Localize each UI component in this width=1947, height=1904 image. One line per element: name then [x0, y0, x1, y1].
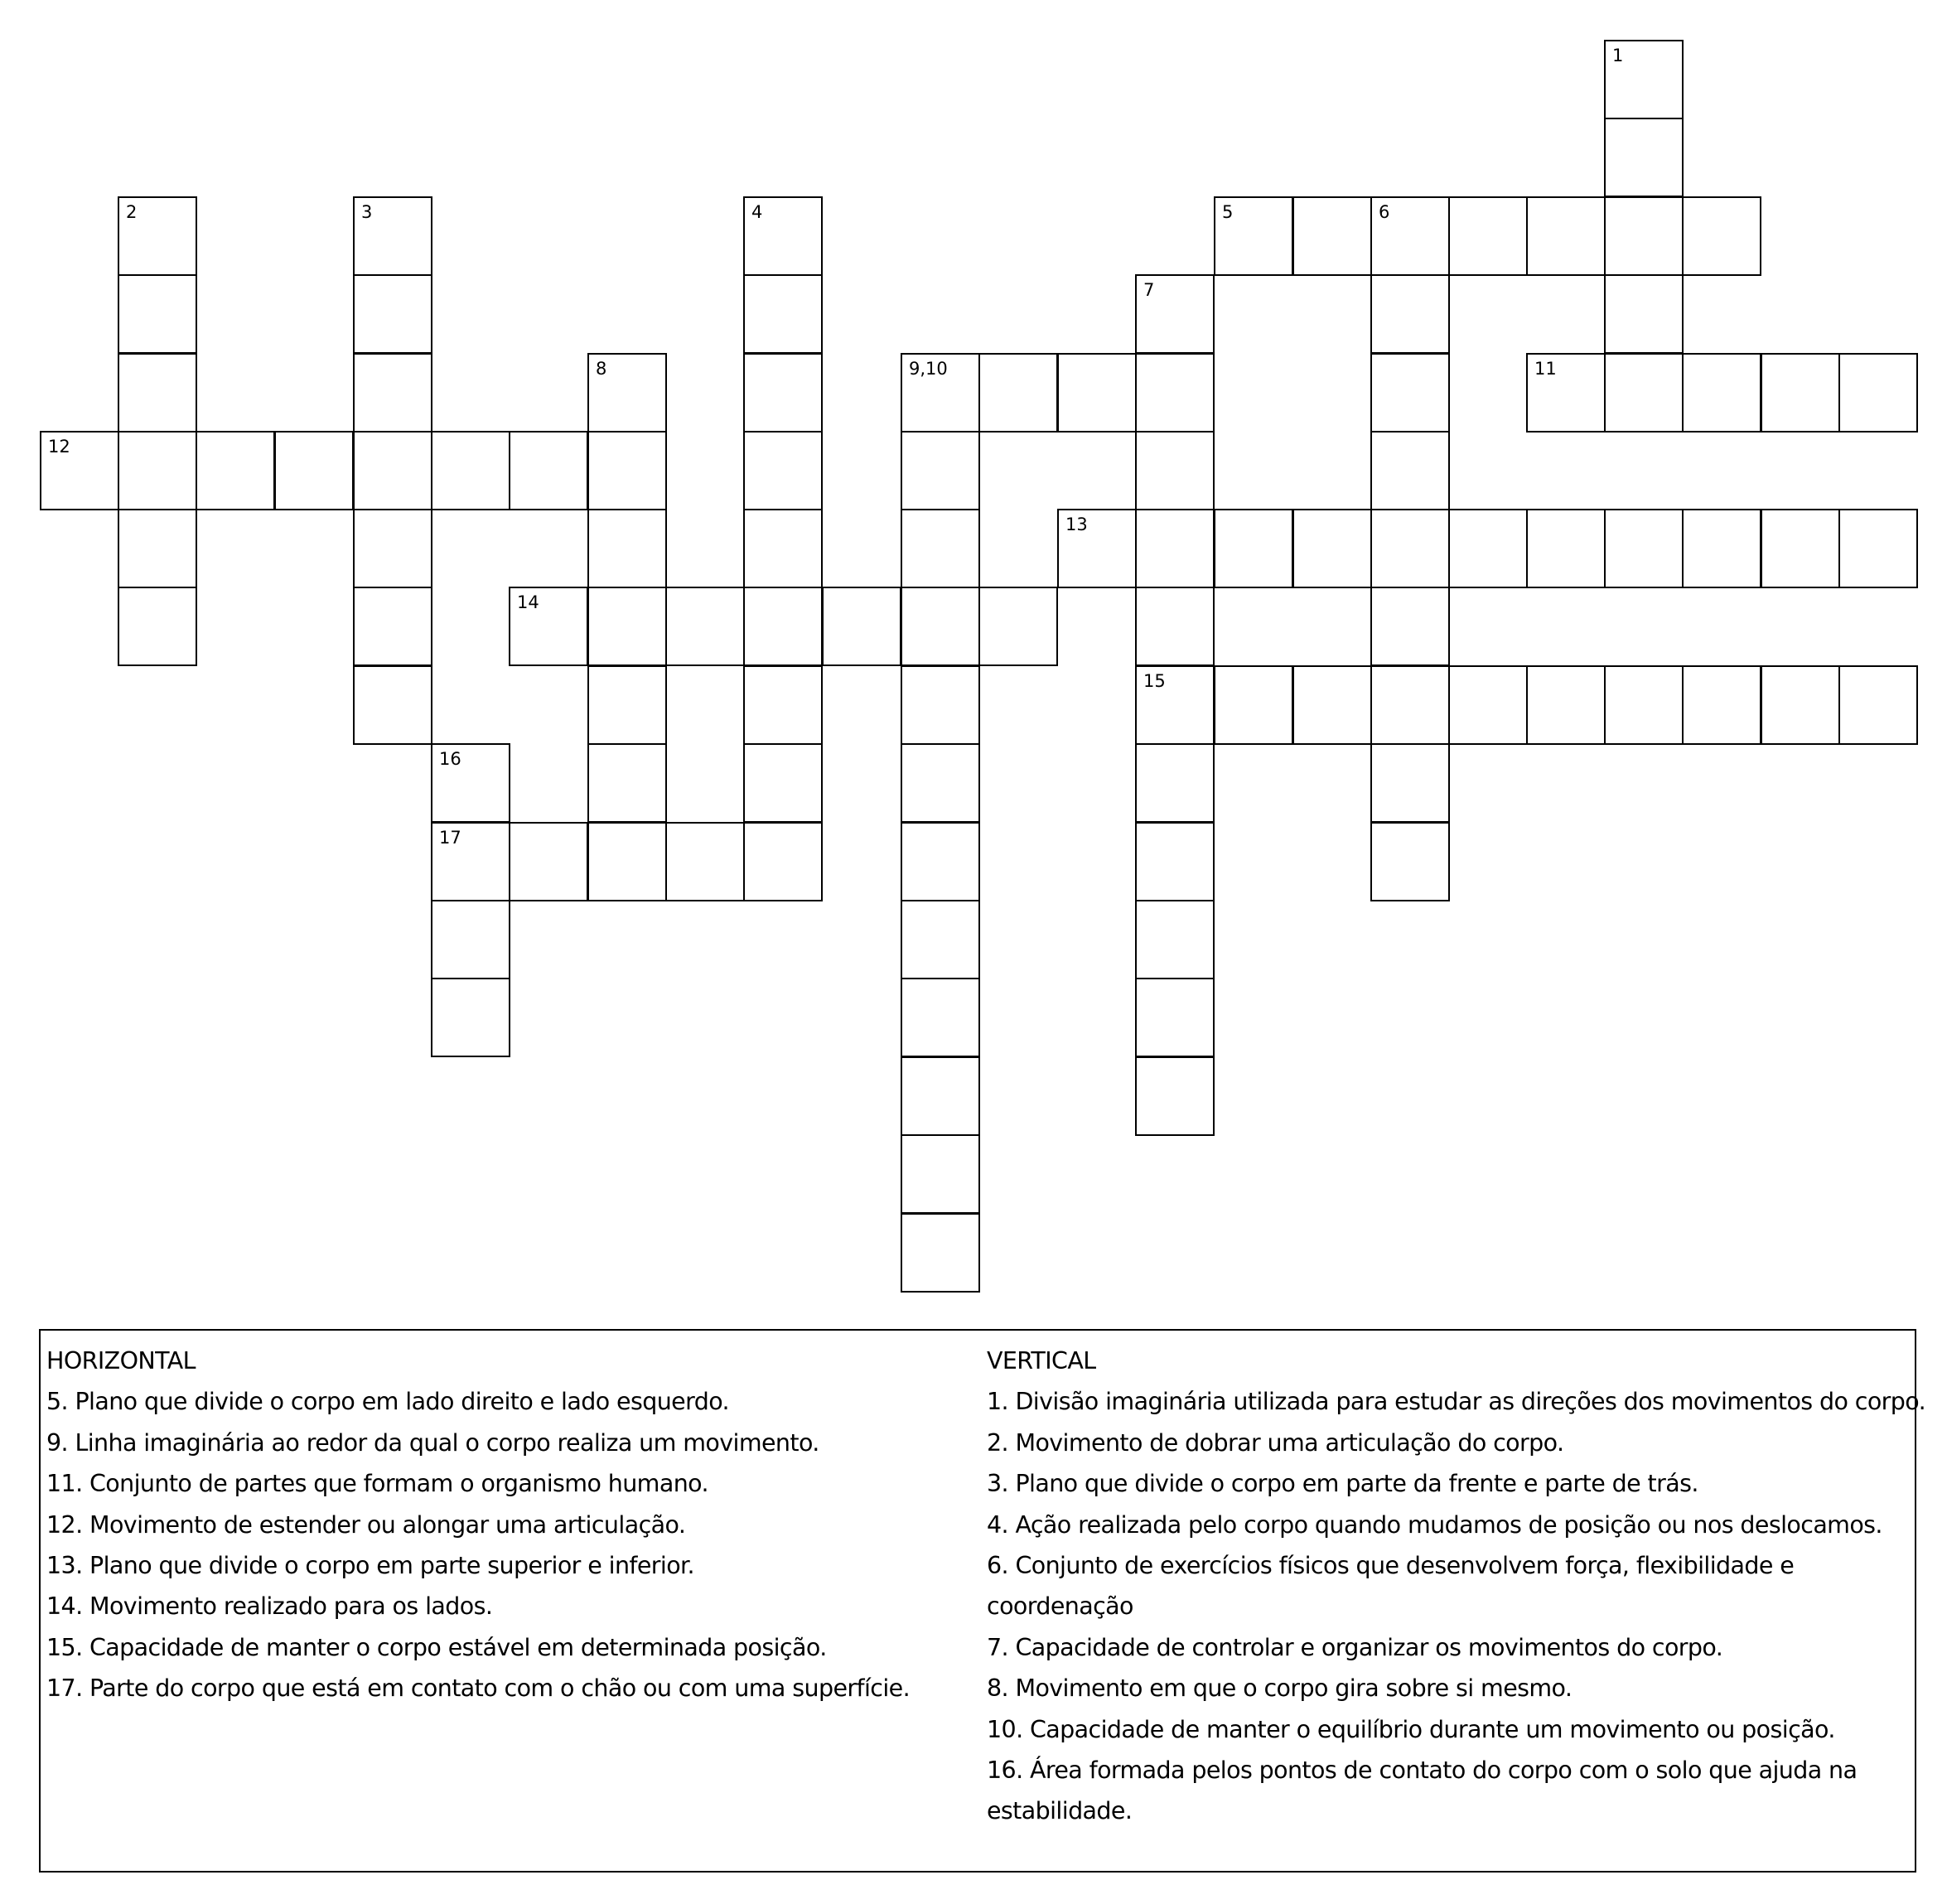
grid-cell[interactable]	[587, 509, 667, 588]
clue-h-5: 5. Plano que divide o corpo em lado direito e lado esquerdo.	[46, 1388, 729, 1416]
grid-cell-numbered[interactable]	[509, 587, 588, 666]
vertical-heading: VERTICAL	[987, 1347, 1096, 1375]
grid-cell[interactable]	[1838, 665, 1918, 745]
grid-cell[interactable]	[901, 822, 980, 901]
clue-v-10: 10. Capacidade de manter o equilíbrio durante um movimento ou posição.	[987, 1715, 1835, 1743]
clue-v-16-continued: estabilidade.	[987, 1797, 1133, 1825]
grid-cell[interactable]	[196, 431, 275, 510]
clue-v-4: 4. Ação realizada pelo corpo quando mudamos de posição ou nos deslocamos.	[987, 1510, 1882, 1539]
clue-v-7: 7. Capacidade de controlar e organizar os movimentos do corpo.	[987, 1633, 1723, 1661]
grid-cell[interactable]	[274, 431, 354, 510]
grid-cell[interactable]	[743, 822, 823, 901]
grid-cell[interactable]	[1370, 822, 1450, 901]
grid-cell[interactable]	[1370, 274, 1450, 354]
grid-cell[interactable]	[978, 587, 1058, 666]
grid-cell[interactable]	[353, 509, 432, 588]
grid-cell-numbered[interactable]	[40, 431, 119, 510]
grid-cell[interactable]	[743, 509, 823, 588]
clue-number: 9,10	[909, 359, 948, 379]
grid-cell[interactable]	[822, 587, 901, 666]
grid-cell[interactable]	[743, 743, 823, 823]
grid-cell[interactable]	[978, 353, 1058, 433]
grid-cell[interactable]	[353, 587, 432, 666]
grid-cell[interactable]	[665, 822, 745, 901]
grid-cell[interactable]	[1135, 978, 1215, 1057]
clues-box	[39, 1329, 1926, 1873]
grid-cell-numbered[interactable]	[743, 196, 823, 276]
grid-cell[interactable]	[431, 978, 510, 1057]
grid-cell[interactable]	[1682, 665, 1761, 745]
grid-cell[interactable]	[587, 743, 667, 823]
grid-cell[interactable]	[743, 353, 823, 433]
grid-cell[interactable]	[901, 978, 980, 1057]
grid-cell[interactable]	[1370, 587, 1450, 666]
grid-cell[interactable]	[1838, 353, 1918, 433]
clue-h-17: 17. Parte do corpo que está em contato com o chão ou com uma superfície.	[46, 1674, 911, 1703]
grid-cell[interactable]	[1761, 509, 1840, 588]
grid-cell[interactable]	[1370, 509, 1450, 588]
clue-h-9: 9. Linha imaginária ao redor da qual o corpo realiza um movimento.	[46, 1428, 819, 1457]
clue-h-12: 12. Movimento de estender ou alongar uma articulação.	[46, 1510, 686, 1539]
grid-cell[interactable]	[353, 353, 432, 433]
clue-number: 7	[1143, 280, 1155, 300]
grid-cell[interactable]	[587, 431, 667, 510]
grid-cell[interactable]	[1135, 509, 1215, 588]
grid-cell[interactable]	[1135, 431, 1215, 510]
clue-v-2: 2. Movimento de dobrar uma articulação do corpo.	[987, 1428, 1564, 1457]
clue-number: 1	[1612, 46, 1624, 65]
grid-cell[interactable]	[1448, 196, 1528, 276]
grid-cell-numbered[interactable]	[1370, 196, 1450, 276]
grid-cell[interactable]	[1292, 196, 1372, 276]
clue-v-16: 16. Área formada pelos pontos de contato do corpo com o solo que ajuda na	[987, 1757, 1858, 1785]
grid-cell-numbered[interactable]	[1057, 509, 1137, 588]
grid-cell[interactable]	[1135, 743, 1215, 823]
clue-number: 14	[517, 592, 539, 612]
grid-cell[interactable]	[1057, 353, 1137, 433]
grid-cell[interactable]	[1761, 665, 1840, 745]
grid-cell[interactable]	[901, 743, 980, 823]
grid-cell-numbered[interactable]	[1135, 665, 1215, 745]
grid-cell-numbered[interactable]	[1604, 40, 1684, 119]
grid-cell[interactable]	[1448, 509, 1528, 588]
grid-cell[interactable]	[1604, 196, 1684, 276]
grid-cell[interactable]	[587, 587, 667, 666]
clue-number: 4	[751, 202, 763, 222]
grid-cell[interactable]	[1526, 509, 1606, 588]
grid-cell[interactable]	[1214, 665, 1293, 745]
grid-cell[interactable]	[1682, 353, 1761, 433]
grid-cell[interactable]	[1604, 353, 1684, 433]
horizontal-heading: HORIZONTAL	[46, 1347, 196, 1375]
grid-cell[interactable]	[1370, 743, 1450, 823]
grid-cell[interactable]	[118, 509, 197, 588]
grid-cell[interactable]	[743, 274, 823, 354]
grid-cell[interactable]	[901, 1213, 980, 1293]
grid-cell[interactable]	[901, 509, 980, 588]
clue-number: 16	[439, 749, 461, 769]
grid-cell[interactable]	[1135, 900, 1215, 979]
clue-number: 11	[1534, 359, 1557, 379]
grid-cell[interactable]	[743, 587, 823, 666]
clue-h-14: 14. Movimento realizado para os lados.	[46, 1592, 493, 1621]
grid-cell[interactable]	[1761, 353, 1840, 433]
grid-cell[interactable]	[1370, 431, 1450, 510]
grid-cell[interactable]	[1604, 118, 1684, 197]
grid-cell[interactable]	[901, 1134, 980, 1214]
grid-cell[interactable]	[1526, 196, 1606, 276]
grid-cell[interactable]	[1682, 509, 1761, 588]
clue-number: 6	[1379, 202, 1390, 222]
grid-cell[interactable]	[431, 900, 510, 979]
clue-h-13: 13. Plano que divide o corpo em parte superior e inferior.	[46, 1552, 695, 1580]
clue-v-8: 8. Movimento em que o corpo gira sobre si mesmo.	[987, 1674, 1573, 1703]
grid-cell[interactable]	[743, 431, 823, 510]
clue-v-6: 6. Conjunto de exercícios físicos que desenvolvem força, flexibilidade e	[987, 1552, 1795, 1580]
grid-cell[interactable]	[743, 665, 823, 745]
grid-cell[interactable]	[901, 1056, 980, 1136]
grid-cell[interactable]	[353, 431, 432, 510]
grid-cell[interactable]	[1135, 353, 1215, 433]
clue-number: 3	[361, 202, 373, 222]
clue-number: 17	[439, 828, 461, 848]
grid-cell[interactable]	[509, 822, 588, 901]
horizontal-clues	[46, 1341, 910, 1709]
grid-cell[interactable]	[1370, 665, 1450, 745]
grid-cell[interactable]	[665, 587, 745, 666]
clue-number: 5	[1222, 202, 1234, 222]
grid-cell-numbered[interactable]	[431, 822, 510, 901]
grid-cell-numbered[interactable]	[901, 353, 980, 433]
grid-cell[interactable]	[901, 900, 980, 979]
grid-cell[interactable]	[509, 431, 588, 510]
grid-cell[interactable]	[1604, 274, 1684, 354]
grid-cell[interactable]	[1370, 353, 1450, 433]
grid-cell-numbered[interactable]	[118, 196, 197, 276]
grid-cell[interactable]	[118, 274, 197, 354]
grid-cell[interactable]	[118, 353, 197, 433]
grid-cell[interactable]	[587, 665, 667, 745]
clue-v-3: 3. Plano que divide o corpo em parte da frente e parte de trás.	[987, 1470, 1698, 1498]
clue-number: 15	[1143, 671, 1166, 691]
grid-cell[interactable]	[353, 665, 432, 745]
clue-number: 8	[596, 359, 607, 379]
grid-cell[interactable]	[1292, 665, 1372, 745]
clue-h-11: 11. Conjunto de partes que formam o organismo humano.	[46, 1470, 708, 1498]
grid-cell[interactable]	[1838, 509, 1918, 588]
grid-cell[interactable]	[1448, 665, 1528, 745]
grid-cell[interactable]	[431, 431, 510, 510]
clue-v-1: 1. Divisão imaginária utilizada para estudar as direções dos movimentos do corpo.	[987, 1388, 1926, 1416]
grid-cell-numbered[interactable]	[431, 743, 510, 823]
grid-cell[interactable]	[901, 431, 980, 510]
grid-cell[interactable]	[1135, 587, 1215, 666]
vertical-clues	[987, 1341, 1925, 1832]
grid-cell[interactable]	[1135, 1056, 1215, 1136]
clue-number: 2	[126, 202, 138, 222]
grid-cell[interactable]	[353, 274, 432, 354]
grid-cell[interactable]	[1604, 665, 1684, 745]
grid-cell[interactable]	[901, 587, 980, 666]
grid-cell[interactable]	[1135, 822, 1215, 901]
clue-v-6-continued: coordenação	[987, 1592, 1133, 1621]
grid-cell-numbered[interactable]	[1214, 196, 1293, 276]
grid-cell[interactable]	[1682, 196, 1761, 276]
grid-cell[interactable]	[118, 587, 197, 666]
grid-cell[interactable]	[1292, 509, 1372, 588]
grid-cell-numbered[interactable]	[587, 353, 667, 433]
grid-cell-numbered[interactable]	[1135, 274, 1215, 354]
grid-cell[interactable]	[1214, 509, 1293, 588]
grid-cell[interactable]	[901, 665, 980, 745]
clue-number: 12	[48, 437, 70, 457]
grid-cell[interactable]	[1526, 665, 1606, 745]
grid-cell[interactable]	[587, 822, 667, 901]
grid-cell[interactable]	[118, 431, 197, 510]
grid-cell-numbered[interactable]	[1526, 353, 1606, 433]
grid-cell-numbered[interactable]	[353, 196, 432, 276]
grid-cell[interactable]	[1604, 509, 1684, 588]
clue-number: 13	[1065, 515, 1088, 534]
clue-h-15: 15. Capacidade de manter o corpo estável em determinada posição.	[46, 1633, 827, 1661]
